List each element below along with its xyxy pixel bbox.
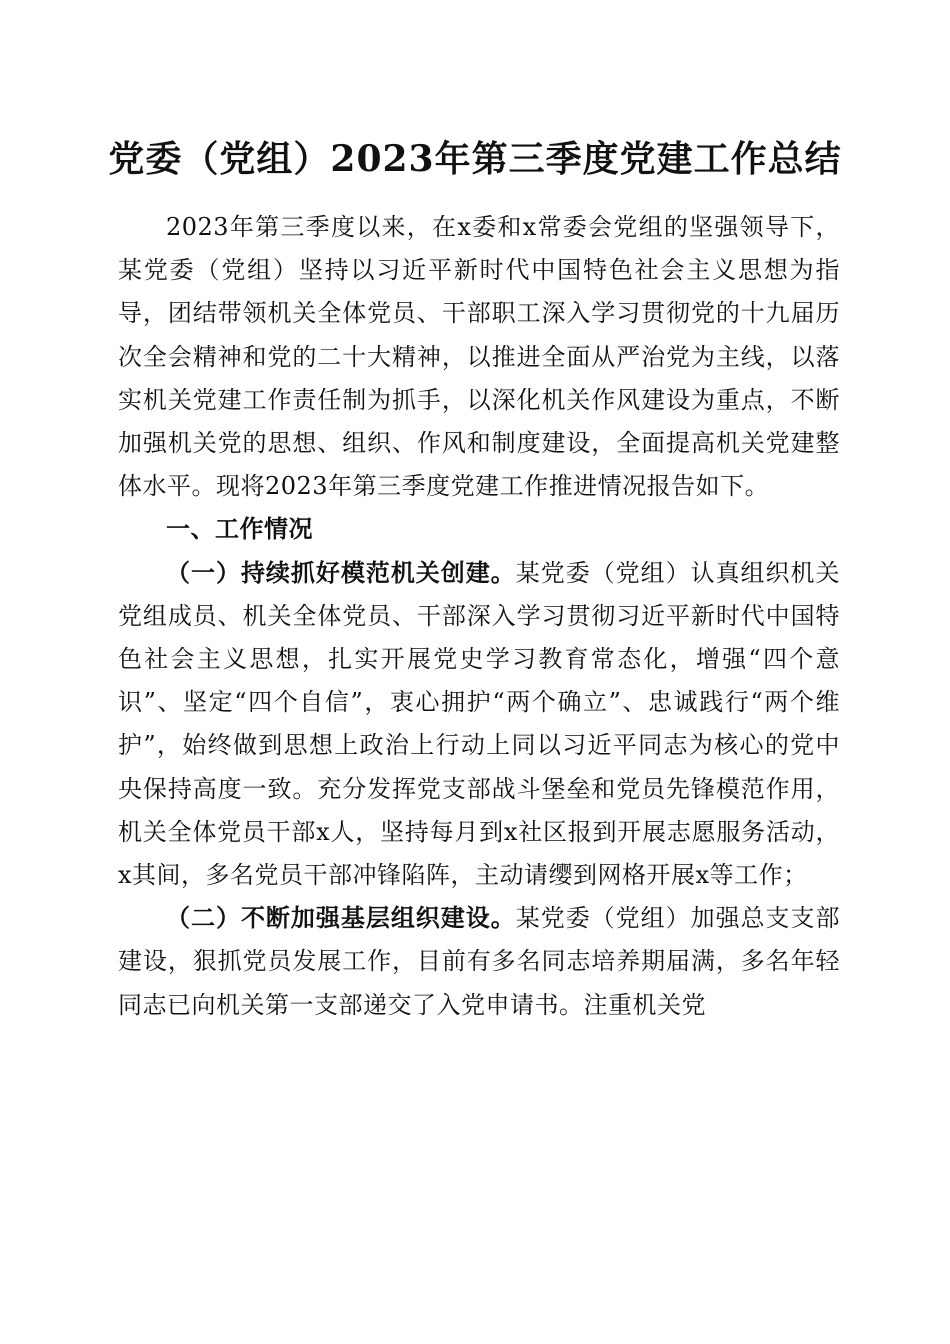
document-body	[118, 206, 840, 1027]
item-lead-1: （一）持续抓好模范机关创建。	[166, 558, 516, 587]
intro-paragraph: 2023年第三季度以来，在x委和x常委会党组的坚强领导下，某党委（党组）坚持以习近平新时代中国特色社会主义思想为指导，团结带领机关全体党员、干部职工深入学习贯彻党的十九届历次全会精神和党的二十大精神，以推进全面从严治党为主线，以落实机关党建工作责任制为抓手，以深化机关作风建设为重点，不断加强机关党的思想、组织、作风和制度建设，全面提高机关党建整体水平。现将2023年第三季度党建工作推进情况报告如下。	[118, 213, 840, 501]
item-paragraph-2	[118, 897, 840, 1027]
item-lead-2: （二）不断加强基层组织建设。	[166, 904, 516, 933]
item-text-1: 某党委（党组）认真组织机关党组成员、机关全体党员、干部深入学习贯彻习近平新时代中国特色社会主义思想，扎实开展党史学习教育常态化，增强“四个意识”、坚定“四个自信”，衷心拥护“两个确立”、忠诚践行“两个维护”，始终做到思想上政治上行动上同以习近平同志为核心的党中央保持高度一致。充分发挥党支部战斗堡垒和党员先锋模范作用，机关全体党员干部x人，坚持每月到x社区报到开展志愿服务活动，x其间，多名党员干部冲锋陷阵，主动请缨到网格开展x等工作；	[118, 558, 841, 890]
item-paragraph-1	[118, 552, 840, 898]
section-heading: 一、工作情况	[166, 515, 313, 544]
document-title: 党委（党组）2023年第三季度党建工作总结	[108, 138, 842, 180]
item-text-2: 某党委（党组）加强总支支部建设，狠抓党员发展工作，目前有多名同志培养期届满，多名年轻同志已向机关第一支部递交了入党申请书。注重机关党	[118, 904, 841, 1019]
